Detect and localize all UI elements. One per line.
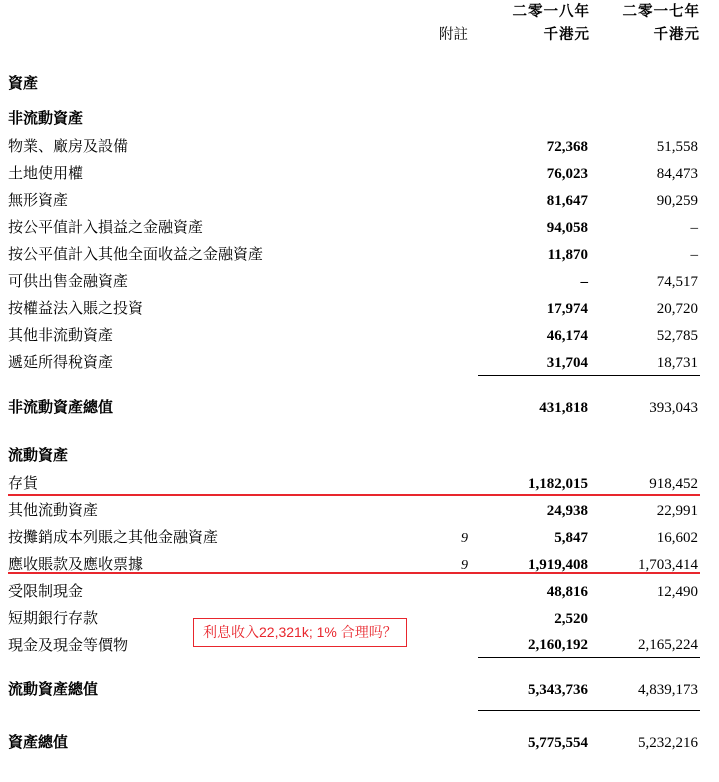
row-value-previous [590,604,700,631]
row-value-current: 17,974 [546,301,588,317]
section-title-row-assets [8,62,700,97]
row-value-previous: 84,473 [656,166,698,182]
row-label: 按權益法入賬之投資 [8,301,144,317]
row-note: 9 [461,557,468,573]
subtotal-rule-2 [8,658,700,670]
row-value-previous: 51,558 [656,139,698,155]
row-note [408,267,478,294]
section-title-assets: 資產 [8,76,39,92]
row-value-current: 81,647 [546,193,588,209]
row-value-previous: 1,703,414 [638,556,698,573]
row-value-current: 1,182,015 [528,475,588,492]
table-header-year-row [8,0,700,23]
grand-total-value-current: 5,775,554 [528,735,588,751]
row-label: 遞延所得稅資產 [8,355,114,371]
highlight-underline-receivables [8,572,700,574]
table-row [8,132,700,159]
table-row [8,240,700,267]
row-value-previous: – [690,220,698,236]
total-value-current: 5,343,736 [528,682,588,698]
header-current-unit: 千港元 [543,27,590,43]
rule-previous [590,711,700,723]
rule-current [478,658,590,670]
row-value-current: 76,023 [546,166,588,182]
row-label: 受限制現金 [8,583,84,600]
table-row [8,523,700,550]
table-header-unit-row [8,23,700,54]
table-row [8,159,700,186]
spacer [8,54,700,62]
row-note [408,213,478,240]
annotation-note: 利息收入22,321k; 1% 合理吗？ [193,618,407,647]
row-value-current: 31,704 [546,354,588,371]
row-note [408,496,478,523]
section-subtitle-row-noncurrent [8,97,700,132]
row-label: 可供出售金融資產 [8,274,129,290]
table-row [8,577,700,604]
row-value-current: 48,816 [546,583,588,600]
row-note [408,132,478,159]
table-row [8,213,700,240]
row-note [408,604,478,631]
row-value-previous: 74,517 [656,274,698,290]
section-subtitle-non-current-assets: 非流動資產 [8,111,84,127]
section-subtitle-row-current [8,434,700,469]
row-value-previous: 16,602 [656,529,698,546]
row-note [408,469,478,496]
total-row-current-assets [8,669,700,702]
table-row [8,469,700,496]
total-value-previous: 4,839,173 [638,682,698,698]
row-note: 9 [461,530,468,546]
row-value-previous: 22,991 [656,502,698,519]
table-row [8,294,700,321]
row-note [408,631,478,658]
row-label: 無形資產 [8,193,69,209]
header-previous-year: 二零一七年 [622,4,700,20]
row-label: 現金及現金等價物 [8,637,129,654]
row-value-current: 5,847 [554,529,588,546]
total-label: 流動資產總值 [8,682,99,698]
row-note [408,348,478,375]
row-value-previous: 918,452 [649,475,698,492]
table-row [8,321,700,348]
row-value-current: 94,058 [546,220,588,236]
row-label: 按公平值計入損益之金融資產 [8,220,204,236]
row-note [408,294,478,321]
rule-current [478,711,590,723]
row-label: 存貨 [8,475,39,492]
row-note [408,240,478,267]
table-row [8,496,700,523]
row-value-current: 2,160,192 [528,637,588,653]
table-row [8,186,700,213]
rule-previous [590,658,700,670]
row-value-current: – [580,274,588,290]
section-subtitle-current-assets: 流動資產 [8,447,69,464]
row-value-current: 72,368 [546,139,588,155]
header-current-year: 二零一八年 [512,4,590,20]
header-note-label: 附註 [439,27,468,43]
grand-total-value-previous: 5,232,216 [638,735,698,751]
total-row-assets [8,722,700,755]
header-previous-unit: 千港元 [653,27,700,43]
header-spacer-2 [8,23,408,54]
row-value-current: 2,520 [554,610,588,627]
table-row [8,348,700,375]
row-label: 其他流動資產 [8,502,99,519]
spacer [8,420,700,434]
row-value-current: 24,938 [546,502,588,519]
row-label: 土地使用權 [8,166,84,182]
header-spacer-note [408,0,478,23]
table-row [8,267,700,294]
total-row-non-current-assets [8,387,700,420]
subtotal-rule [8,375,700,387]
total-value-previous: 393,043 [649,399,698,416]
spacer [8,702,700,711]
row-note [408,186,478,213]
total-label: 非流動資產總值 [8,399,114,416]
grand-total-rule [8,711,700,723]
row-value-previous: 2,165,224 [638,637,698,653]
header-spacer [8,0,408,23]
row-value-previous: – [690,247,698,263]
total-value-current: 431,818 [539,399,588,416]
row-note [408,159,478,186]
rule-previous [590,375,700,387]
row-label: 其他非流動資產 [8,328,114,344]
grand-total-label: 資產總值 [8,735,69,751]
row-label: 物業、廠房及設備 [8,139,129,155]
row-label: 按公平值計入其他全面收益之金融資產 [8,247,264,263]
row-value-current: 1,919,408 [528,556,588,573]
row-note [408,577,478,604]
row-label: 按攤銷成本列賬之其他金融資產 [8,529,219,546]
row-value-previous: 12,490 [656,583,698,600]
row-label: 應收賬款及應收票據 [8,556,144,573]
row-note [408,321,478,348]
row-value-current: 46,174 [546,328,588,344]
rule-current [478,375,590,387]
row-value-current: 11,870 [547,247,588,263]
row-value-previous: 52,785 [656,328,698,344]
row-value-previous: 90,259 [656,193,698,209]
row-value-previous: 20,720 [656,301,698,317]
row-value-previous: 18,731 [656,354,698,371]
highlight-underline-inventory [8,494,700,496]
row-label: 短期銀行存款 [8,610,99,627]
